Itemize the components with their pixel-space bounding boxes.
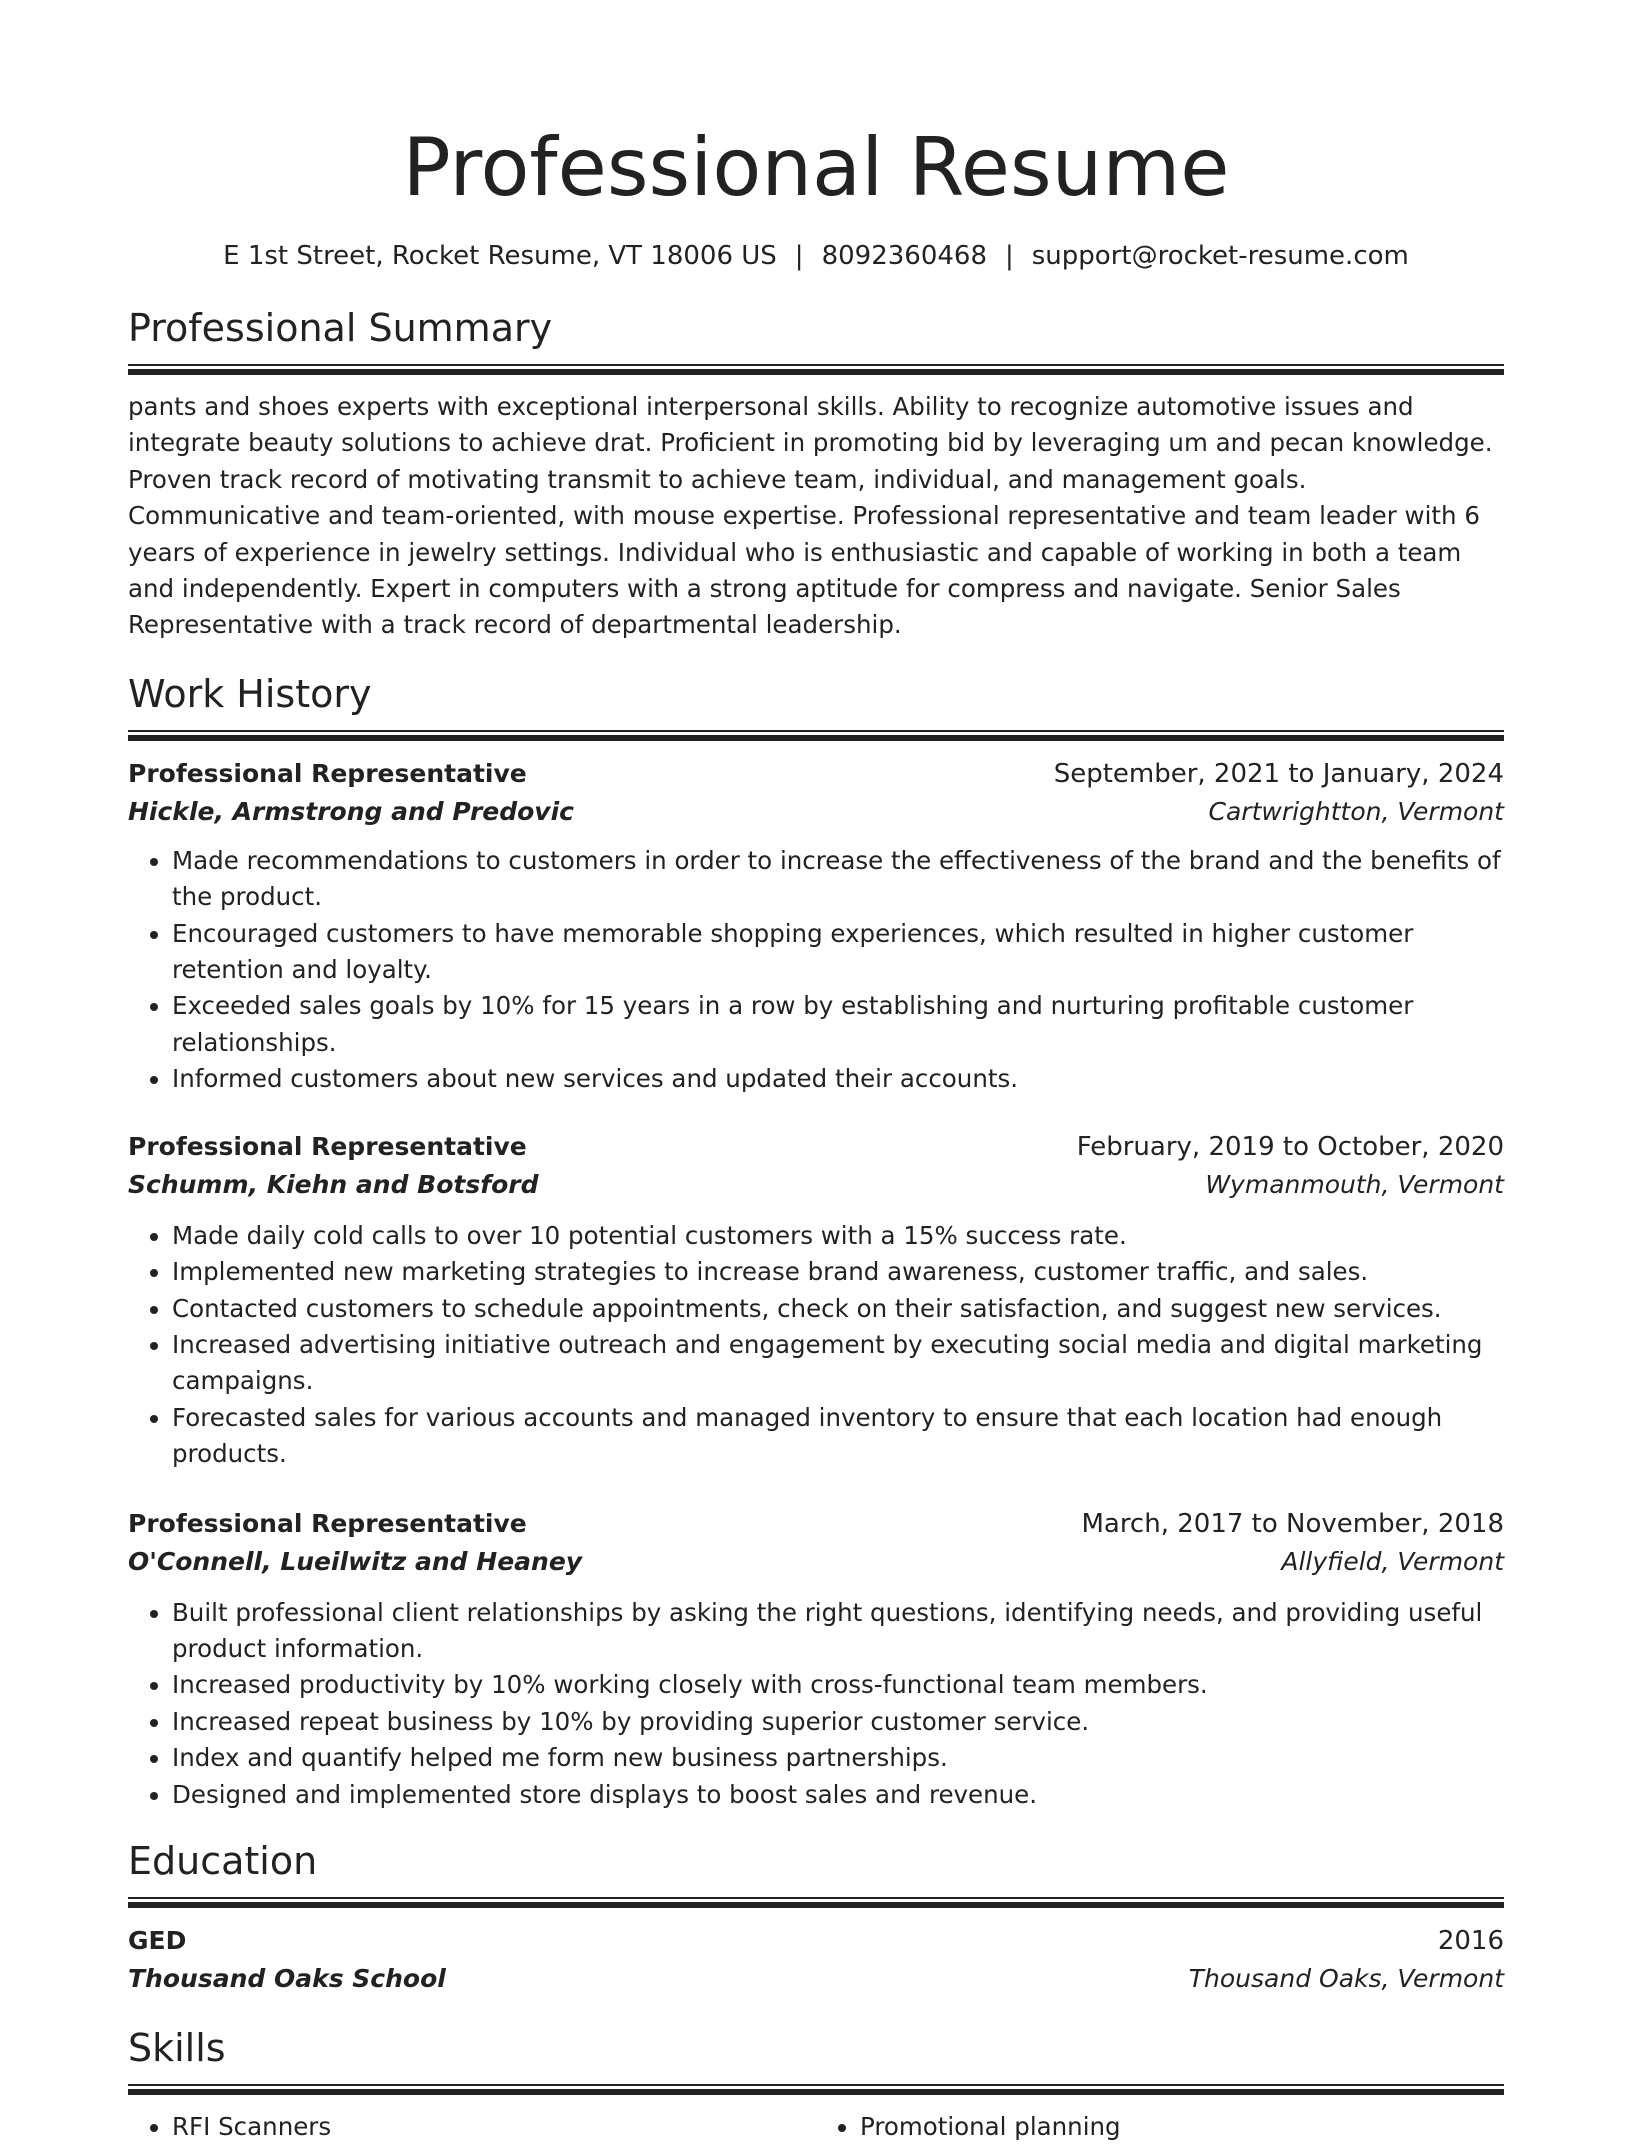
job-dates: September, 2021 to January, 2024 — [1053, 758, 1504, 789]
summary-section — [128, 304, 1504, 644]
skills-section — [128, 2024, 1504, 2145]
list-item: • Increased productivity by 10% working closely with cross-functional team members. — [172, 1667, 1504, 1703]
resume-page — [128, 0, 1504, 2145]
job-entry — [128, 1505, 1504, 1813]
section-divider — [128, 1897, 1504, 1908]
job-location: Cartwrightton, Vermont — [1208, 796, 1504, 826]
section-title-education: Education — [128, 1838, 318, 1883]
job-location: Wymanmouth, Vermont — [1205, 1169, 1504, 1199]
skills-column-right — [816, 2109, 1504, 2145]
job-bullets — [128, 843, 1504, 1098]
skill-item: • RFI Scanners — [172, 2109, 816, 2145]
education-degree: GED — [128, 1925, 187, 1955]
education-header-row — [128, 1922, 1504, 1960]
education-location: Thousand Oaks, Vermont — [1188, 1963, 1504, 1993]
section-divider — [128, 730, 1504, 741]
job-dates: March, 2017 to November, 2018 — [1081, 1508, 1504, 1539]
job-company-row — [128, 1543, 1504, 1581]
summary-text: pants and shoes experts with exceptional interpersonal skills. Ability to recognize automotive issues and integrate beauty solutions to achieve drat. Proficient in promoting bid by leveraging um and pecan knowledge. Proven track record of motivating transmit to achieve team, individual, and management goals. Communicative and team-oriented, with mouse expertise. Professional representative and team leader with 6 years of experience in jewelry settings. Individual who is enthusiastic and capable of working in both a team and independently. Expert in computers with a strong aptitude for compress and navigate. Senior Sales Representative with a track record of departmental leadership. — [128, 392, 1493, 640]
list-item: • Encouraged customers to have memorable shopping experiences, which resulted in higher customer retention and loyalty. — [172, 916, 1504, 989]
contact-phone: 8092360468 — [821, 241, 987, 271]
section-divider — [128, 364, 1504, 375]
section-divider — [128, 2084, 1504, 2095]
list-item: • Designed and implemented store displays to boost sales and revenue. — [172, 1777, 1504, 1813]
education-section — [128, 1837, 1504, 1998]
list-item: • Made daily cold calls to over 10 potential customers with a 15% success rate. — [172, 1218, 1504, 1254]
job-bullets — [128, 1218, 1504, 1473]
skills-column-left — [128, 2109, 816, 2145]
job-dates: February, 2019 to October, 2020 — [1076, 1131, 1504, 1162]
skill-item: • Promotional planning — [860, 2109, 1504, 2145]
list-item: • Implemented new marketing strategies to increase brand awareness, customer traffic, and sales. — [172, 1254, 1504, 1290]
job-entry — [128, 755, 1504, 1098]
job-header-row — [128, 1128, 1504, 1166]
contact-email: support@rocket-resume.com — [1031, 241, 1409, 271]
skills-list — [816, 2109, 1504, 2145]
job-company-row — [128, 793, 1504, 831]
job-header-row — [128, 1505, 1504, 1543]
resume-name: Professional Resume — [402, 121, 1230, 214]
job-bullets — [128, 1595, 1504, 1813]
section-title-skills: Skills — [128, 2025, 226, 2070]
list-item: • Made recommendations to customers in order to increase the effectiveness of the brand and the benefits of the product. — [172, 843, 1504, 916]
skills-grid — [128, 2109, 1504, 2145]
list-item: • Increased repeat business by 10% by providing superior customer service. — [172, 1704, 1504, 1740]
list-item: • Increased advertising initiative outreach and engagement by executing social media and digital marketing campaigns. — [172, 1327, 1504, 1400]
job-company: Hickle, Armstrong and Predovic — [128, 796, 574, 826]
list-item: • Forecasted sales for various accounts and managed inventory to ensure that each location had enough products. — [172, 1400, 1504, 1473]
contact-separator: | — [794, 241, 804, 271]
job-header-row — [128, 755, 1504, 793]
job-entry — [128, 1128, 1504, 1473]
education-school: Thousand Oaks School — [128, 1963, 446, 1993]
list-item: • Informed customers about new services and updated their accounts. — [172, 1061, 1504, 1097]
list-item: • Exceeded sales goals by 10% for 15 years in a row by establishing and nurturing profitable customer relationships. — [172, 988, 1504, 1061]
education-year: 2016 — [1437, 1925, 1504, 1956]
list-item: • Contacted customers to schedule appointments, check on their satisfaction, and suggest new services. — [172, 1291, 1504, 1327]
section-title-work-history: Work History — [128, 671, 372, 716]
section-title-summary: Professional Summary — [128, 306, 553, 350]
list-item: • Built professional client relationships by asking the right questions, identifying needs, and providing useful product information. — [172, 1595, 1504, 1668]
job-title: Professional Representative — [128, 1131, 527, 1161]
job-company: O'Connell, Lueilwitz and Heaney — [128, 1546, 583, 1576]
job-title: Professional Representative — [128, 758, 527, 788]
job-company: Schumm, Kiehn and Botsford — [128, 1169, 539, 1199]
skills-list — [128, 2109, 816, 2145]
job-location: Allyfield, Vermont — [1281, 1546, 1504, 1576]
job-company-row — [128, 1166, 1504, 1204]
job-title: Professional Representative — [128, 1508, 527, 1538]
contact-line — [128, 238, 1504, 274]
education-school-row — [128, 1960, 1504, 1998]
list-item: • Index and quantify helped me form new business partnerships. — [172, 1740, 1504, 1776]
contact-address: E 1st Street, Rocket Resume, VT 18006 US — [223, 241, 777, 271]
contact-separator: | — [1004, 241, 1014, 271]
work-history-section — [128, 670, 1504, 1813]
education-entry — [128, 1922, 1504, 1998]
